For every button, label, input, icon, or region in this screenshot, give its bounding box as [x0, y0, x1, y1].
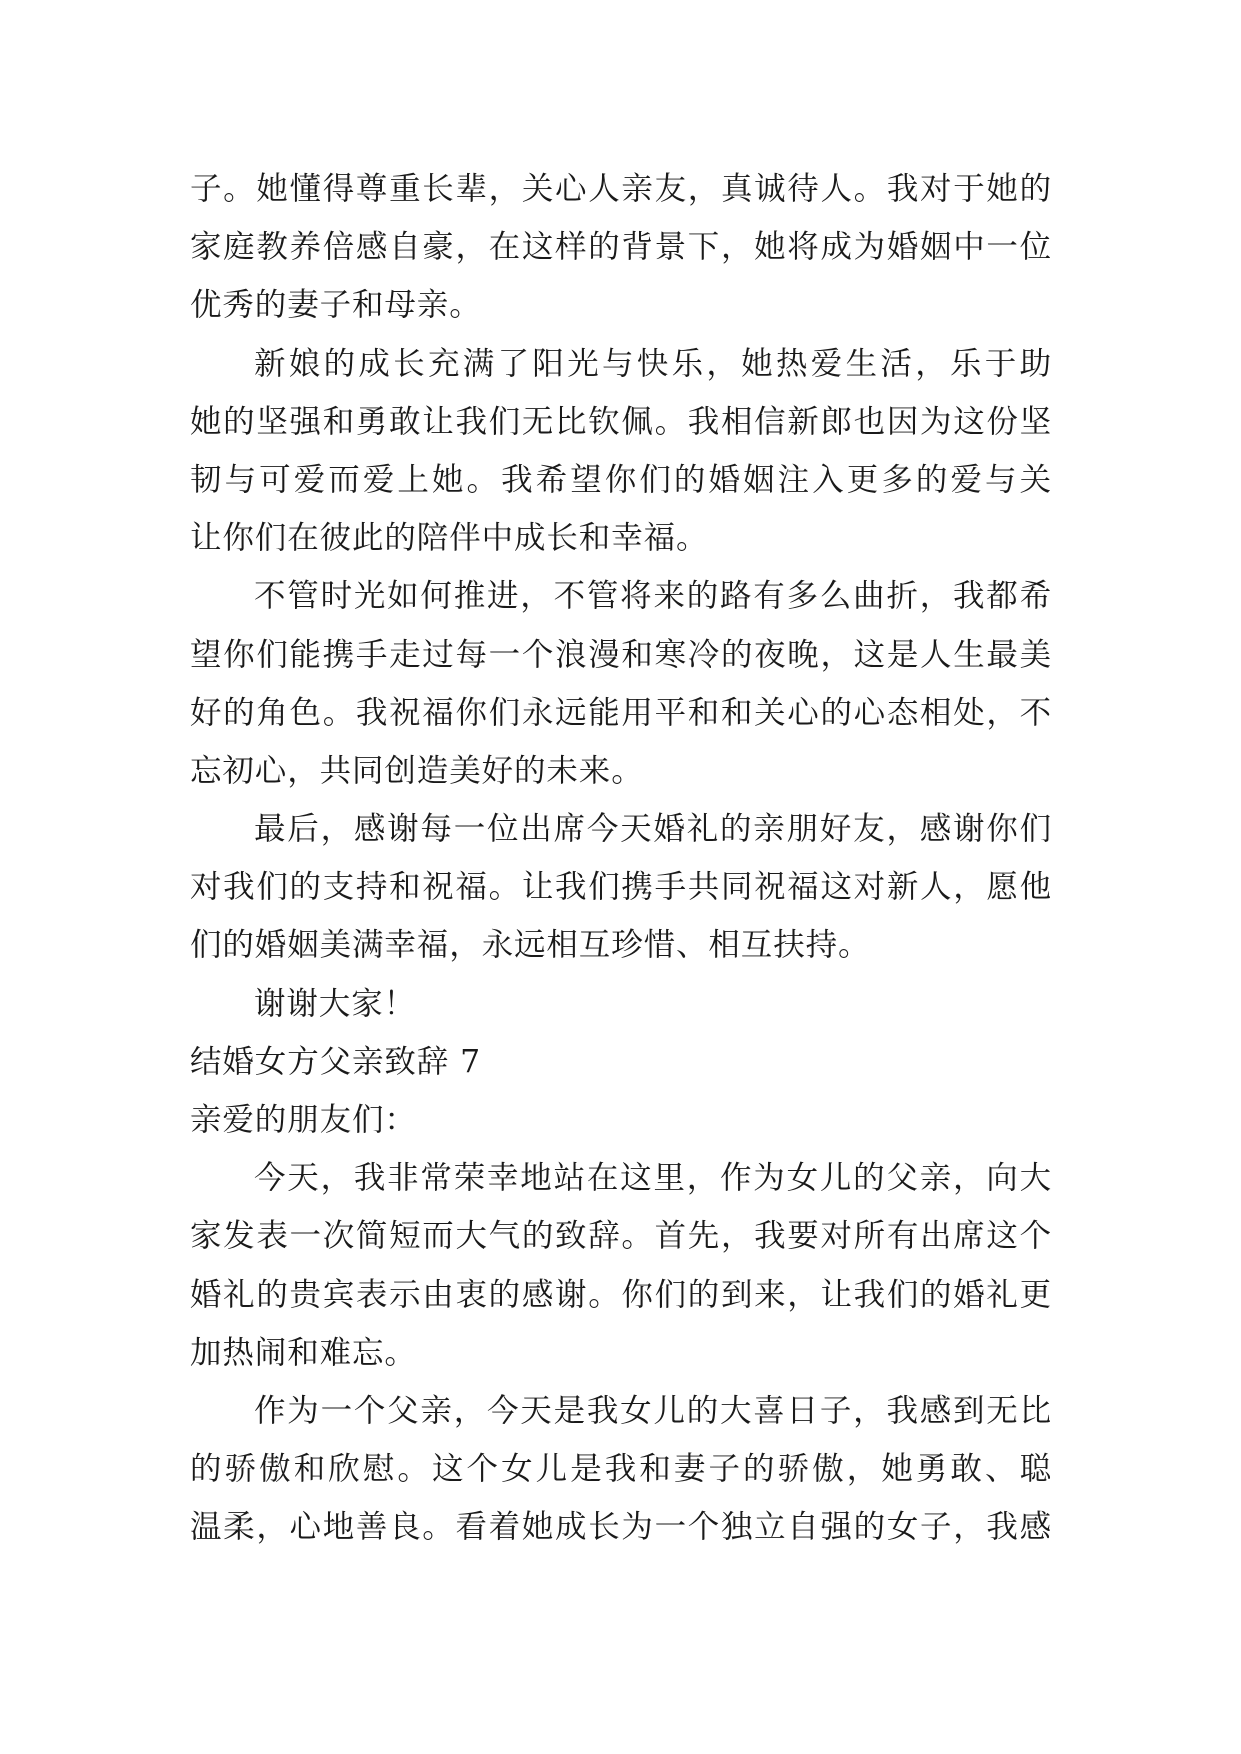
text-line: 家庭教养倍感自豪，在这样的背景下，她将成为婚姻中一位 [190, 229, 1052, 266]
text-line: 不管时光如何推进，不管将来的路有多么曲折，我都希 [254, 578, 1052, 615]
text-line: 作为一个父亲，今天是我女儿的大喜日子，我感到无比 [254, 1392, 1052, 1429]
text-line: 们的婚姻美满幸福，永远相互珍惜、相互扶持。 [190, 927, 871, 964]
text-line: 望你们能携手走过每一个浪漫和寒冷的夜晚，这是人生最美 [190, 636, 1052, 673]
document-body [190, 160, 1052, 1557]
text-line: 韧与可爱而爱上她。我希望你们的婚姻注入更多的爱与关 [190, 461, 1052, 498]
text-line: 温柔，心地善良。看着她成长为一个独立自强的女子，我感 [190, 1509, 1052, 1546]
text-line: 她的坚强和勇敢让我们无比钦佩。我相信新郎也因为这份坚 [190, 403, 1052, 440]
text-line: 家发表一次简短而大气的致辞。首先，我要对所有出席这个 [190, 1218, 1052, 1255]
text-line: 最后，感谢每一位出席今天婚礼的亲朋好友，感谢你们 [254, 811, 1052, 848]
text-line: 的骄傲和欣慰。这个女儿是我和妻子的骄傲，她勇敢、聪 [190, 1451, 1052, 1488]
text-line: 婚礼的贵宾表示由衷的感谢。你们的到来，让我们的婚礼更 [190, 1276, 1052, 1313]
text-line: 今天，我非常荣幸地站在这里，作为女儿的父亲，向大 [254, 1160, 1052, 1197]
text-line: 新娘的成长充满了阳光与快乐，她热爱生活，乐于助 [254, 345, 1052, 382]
text-line: 好的角色。我祝福你们永远能用平和和关心的心态相处，不 [190, 694, 1052, 731]
section-heading: 结婚女方父亲致辞 7 [190, 1043, 482, 1080]
salutation: 亲爱的朋友们： [190, 1102, 417, 1138]
text-line: 忘初心，共同创造美好的未来。 [190, 752, 644, 789]
text-line: 加热闹和难忘。 [190, 1334, 417, 1371]
text-line: 让你们在彼此的陪伴中成长和幸福。 [190, 520, 709, 557]
text-line: 对我们的支持和祝福。让我们携手共同祝福这对新人，愿他 [190, 869, 1052, 906]
text-line: 优秀的妻子和母亲。 [190, 287, 482, 324]
text-line: 谢谢大家！ [254, 985, 417, 1022]
text-line: 子。她懂得尊重长辈，关心人亲友，真诚待人。我对于她的 [190, 171, 1052, 207]
